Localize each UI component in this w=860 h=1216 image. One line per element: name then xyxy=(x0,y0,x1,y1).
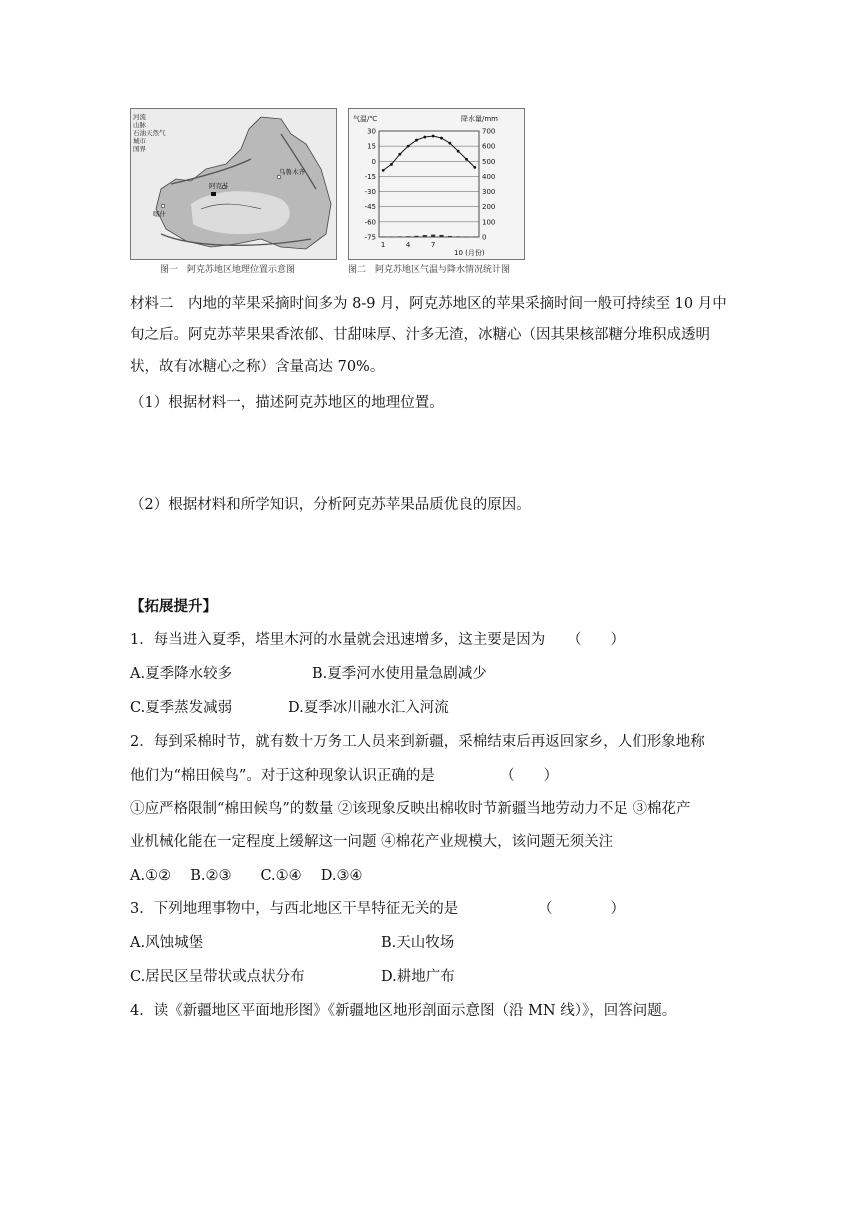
y-tick-label: 0 xyxy=(371,157,376,166)
climate-chart-graphic xyxy=(349,109,524,259)
problem-1-stem: 1．每当进入夏季，塔里木河的水量就会迅速增多，这主要是因为 （ ） xyxy=(130,632,625,648)
y-tick-label: -75 xyxy=(364,233,376,242)
problem-1-option-d: D.夏季冰川融水汇入河流 xyxy=(288,700,449,716)
x-tick-label: 7 xyxy=(430,241,436,249)
y-tick-label: 30 xyxy=(367,127,376,136)
problem-1-option-a: A.夏季降水较多 xyxy=(130,666,233,682)
y2-tick-label: 400 xyxy=(482,172,496,181)
y2-tick-label: 300 xyxy=(482,188,496,197)
material2-line3: 状，故有冰糖心之称）含量高达 70%。 xyxy=(130,359,385,375)
problem-1-option-c: C.夏季蒸发减弱 xyxy=(130,700,233,716)
legend-city: 城市 xyxy=(133,137,146,145)
problem-3-option-b: B.天山牧场 xyxy=(381,935,455,951)
precipitation-bar xyxy=(381,237,385,238)
precipitation-bar xyxy=(439,235,443,237)
temperature-point xyxy=(423,136,426,139)
precipitation-bar xyxy=(473,237,477,238)
legend-mountain: 山脉 xyxy=(133,121,146,129)
map-label-aksu: 阿克苏 xyxy=(209,182,229,190)
problem-3-stem: 3．下列地理事物中，与西北地区干旱特征无关的是 （ ） xyxy=(130,901,625,917)
y-tick-label: 15 xyxy=(367,142,376,151)
temperature-point xyxy=(398,153,401,156)
temperature-point xyxy=(448,142,451,145)
material2-line2: 旬之后。阿克苏苹果果香浓郁、甘甜味厚、汁多无渣，冰糖心（因其果核部糖分堆积成透明 xyxy=(130,327,710,343)
location-map xyxy=(130,108,337,260)
map-legend xyxy=(133,113,166,153)
y-tick-label: -45 xyxy=(364,203,376,212)
problem-3-option-a: A.风蚀城堡 xyxy=(130,935,204,951)
temperature-point xyxy=(415,139,418,142)
temperature-point xyxy=(390,163,393,166)
precipitation-bar xyxy=(423,235,427,237)
x-tick-label: 1 xyxy=(380,241,386,249)
temperature-point xyxy=(465,158,468,161)
fig1-caption: 图一 阿克苏地区地理位置示意图 xyxy=(160,265,296,275)
precipitation-bar xyxy=(431,235,435,237)
map-label-kashgar: 喀什 xyxy=(153,210,166,218)
problem-2-stem-line1: 2．每到采棉时节，就有数十万务工人员来到新疆，采棉结束后再返回家乡，人们形象地称 xyxy=(130,734,705,750)
temperature-point xyxy=(407,145,410,148)
legend-oil-gas: 石油天然气 xyxy=(133,129,166,137)
problem-2-choices: A.①② B.②③ C.①④ D.③④ xyxy=(130,868,363,884)
temperature-point xyxy=(457,150,460,153)
temperature-point xyxy=(432,135,435,138)
precipitation-bar xyxy=(448,236,452,237)
y2-tick-label: 100 xyxy=(482,218,496,227)
precipitation-bar xyxy=(389,237,393,238)
problem-1-option-b: B.夏季河水使用量急剧减少 xyxy=(312,666,487,682)
section-title: 【拓展提升】 xyxy=(130,598,217,615)
x-tick-label: 4 xyxy=(405,241,411,249)
y-tick-label: -60 xyxy=(364,218,376,227)
problem-3-option-d: D.耕地广布 xyxy=(381,969,455,985)
chart-x-label: 10 (月份) xyxy=(454,249,485,257)
temperature-point xyxy=(440,137,443,140)
y2-tick-label: 500 xyxy=(482,157,496,166)
question-2: （2）根据材料和所学知识，分析阿克苏苹果品质优良的原因。 xyxy=(130,497,531,513)
problem-2-statements-line1: ①应严格限制“棉田候鸟”的数量 ②该现象反映出棉收时节新疆当地劳动力不足 ③棉花产 xyxy=(130,801,691,817)
problem-2-statements-line2: 业机械化能在一定程度上缓解这一问题 ④棉花产业规模大，该问题无须关注 xyxy=(130,834,614,850)
chart-right-title: 降水量/mm xyxy=(461,115,498,123)
temperature-point xyxy=(382,169,385,172)
problem-3-option-c: C.居民区呈带状或点状分布 xyxy=(130,969,305,985)
y2-tick-label: 600 xyxy=(482,142,496,151)
precipitation-bar xyxy=(464,237,468,238)
plot-frame xyxy=(379,131,479,237)
climate-chart xyxy=(348,108,525,260)
y2-tick-label: 200 xyxy=(482,203,496,212)
y2-tick-label: 0 xyxy=(482,233,487,242)
precipitation-bar xyxy=(398,236,402,237)
chart-left-title: 气温/℃ xyxy=(353,115,378,123)
temperature-line xyxy=(383,136,475,170)
problem-2-stem-line2: 他们为“棉田候鸟”。对于这种现象认识正确的是 （ ） xyxy=(130,768,559,784)
y-tick-label: -30 xyxy=(364,188,376,197)
question-1: （1）根据材料一，描述阿克苏地区的地理位置。 xyxy=(130,395,444,411)
temperature-point xyxy=(473,166,476,169)
precipitation-bar xyxy=(456,236,460,237)
precipitation-bar xyxy=(414,236,418,237)
map-label-urumqi: 乌鲁木齐 xyxy=(279,168,305,176)
material2-line1: 材料二 内地的苹果采摘时间多为 8-9 月，阿克苏地区的苹果采摘时间一般可持续至 10 月中 xyxy=(130,296,727,312)
figures-row xyxy=(130,108,525,276)
y-tick-label: -15 xyxy=(364,172,376,181)
fig2-caption: 图二 阿克苏地区气温与降水情况统计图 xyxy=(348,265,511,275)
legend-river: 河流 xyxy=(133,113,146,121)
problem-4-stem: 4．读《新疆地区平面地形图》《新疆地区地形剖面示意图（沿 MN 线）》，回答问题。 xyxy=(130,1003,677,1019)
y2-tick-label: 700 xyxy=(482,127,496,136)
legend-border: 国界 xyxy=(133,145,146,153)
precipitation-bar xyxy=(406,236,410,237)
